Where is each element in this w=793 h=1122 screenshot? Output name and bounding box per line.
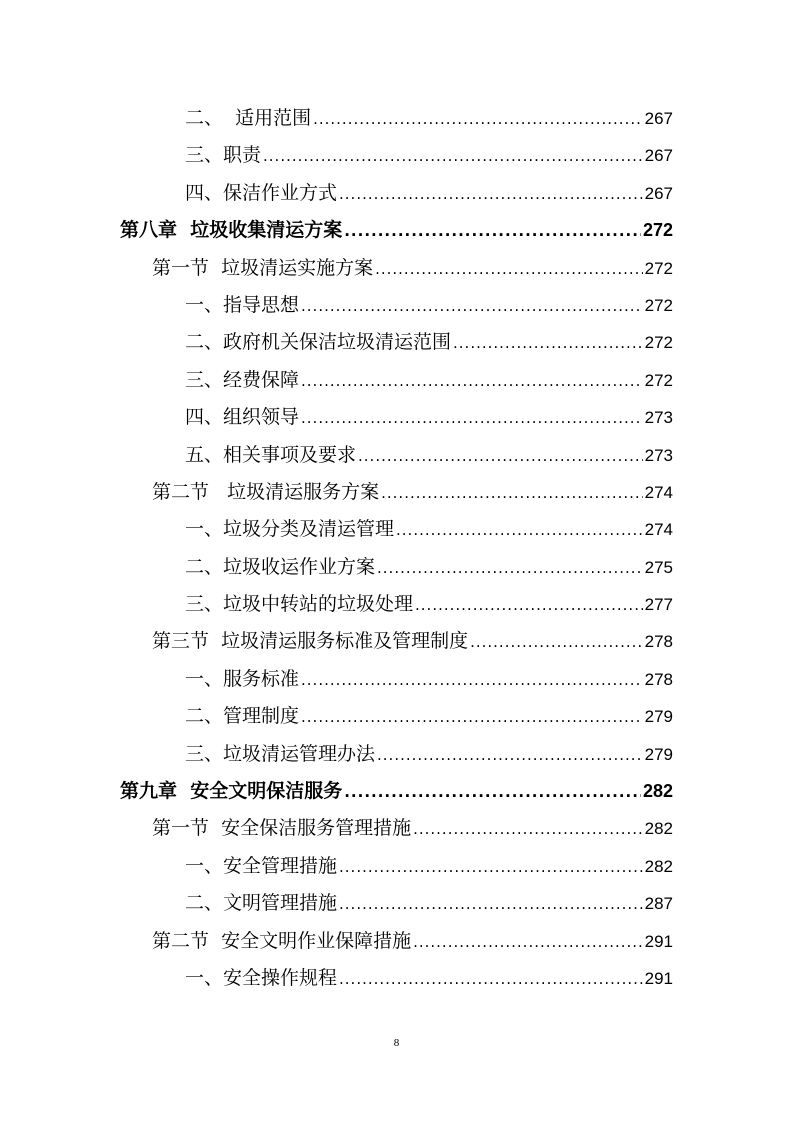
toc-entry-item[interactable] [0,100,793,137]
table-of-contents [0,100,793,997]
toc-entry-section[interactable] [0,810,793,847]
toc-entry-page-number: 277 [644,595,673,615]
toc-entry-item[interactable] [0,399,793,436]
toc-dot-leader [413,811,643,848]
toc-entry-item[interactable] [0,287,793,324]
toc-entry-page-number: 287 [644,894,673,914]
toc-entry-title: 第二节 安全文明作业保障措施 [152,929,412,952]
toc-entry-page-number: 278 [644,632,673,652]
toc-entry-section[interactable] [0,623,793,660]
toc-entry-title: 第八章 垃圾收集清运方案 [120,219,343,242]
toc-entry-item[interactable] [0,175,793,212]
toc-entry-title: 二、 适用范围 [185,107,312,129]
toc-entry-title: 二、管理制度 [185,705,300,728]
toc-dot-leader [301,288,643,325]
toc-entry-title: 一、安全管理措施 [185,854,338,877]
toc-dot-leader [377,550,643,587]
toc-dot-leader [339,886,643,923]
toc-entry-page-number: 273 [644,408,673,428]
toc-entry-page-number: 267 [644,109,673,128]
toc-dot-leader [375,251,643,288]
toc-entry-item[interactable] [0,437,793,474]
toc-entry-page-number: 273 [644,445,673,465]
toc-entry-page-number: 275 [644,557,673,577]
toc-dot-leader [413,924,643,961]
toc-entry-page-number: 278 [644,669,673,689]
toc-entry-item[interactable] [0,549,793,586]
toc-dot-leader [339,961,643,998]
toc-dot-leader [263,138,643,175]
toc-entry-title: 一、指导思想 [185,293,300,316]
toc-entry-item[interactable] [0,736,793,773]
toc-entry-item[interactable] [0,362,793,399]
toc-entry-item[interactable] [0,885,793,922]
toc-entry-title: 第一节 安全保洁服务管理措施 [152,817,412,840]
toc-entry-item[interactable] [0,324,793,361]
toc-entry-page-number: 272 [644,333,673,353]
toc-entry-page-number: 272 [644,258,673,278]
toc-entry-page-number: 291 [644,968,673,988]
toc-entry-title: 三、职责 [185,144,262,167]
toc-entry-title: 第三节 垃圾清运服务标准及管理制度 [152,630,469,653]
toc-entry-title: 三、垃圾清运管理办法 [185,742,376,765]
toc-entry-title: 一、服务标准 [185,667,300,690]
toc-dot-leader [313,101,643,138]
toc-entry-page-number: 282 [642,781,673,802]
toc-entry-item[interactable] [0,698,793,735]
toc-entry-title: 五、相关事项及要求 [185,443,357,466]
toc-dot-leader [339,176,643,213]
toc-entry-page-number: 272 [644,295,673,315]
toc-entry-title: 三、经费保障 [185,368,300,391]
toc-dot-leader [470,624,643,661]
toc-dot-leader [339,849,643,886]
toc-entry-title: 二、垃圾收运作业方案 [185,555,376,578]
toc-entry-item[interactable] [0,661,793,698]
toc-entry-title: 四、保洁作业方式 [185,181,338,204]
toc-entry-title: 三、垃圾中转站的垃圾处理 [185,593,414,616]
toc-entry-title: 二、文明管理措施 [185,892,338,915]
toc-entry-title: 第二节 垃圾清运服务方案 [152,480,380,503]
page-number: 8 [393,1037,400,1049]
toc-dot-leader [344,213,641,250]
toc-entry-item[interactable] [0,960,793,997]
toc-dot-leader [381,475,643,512]
toc-entry-section[interactable] [0,474,793,511]
toc-entry-title: 一、安全操作规程 [185,966,338,989]
toc-dot-leader [415,587,643,624]
toc-entry-page-number: 272 [642,220,673,241]
toc-dot-leader [358,438,643,475]
toc-entry-chapter[interactable] [0,212,793,249]
toc-entry-item[interactable] [0,848,793,885]
toc-entry-title: 一、垃圾分类及清运管理 [185,518,395,541]
toc-dot-leader [453,325,643,362]
toc-entry-page-number: 291 [644,931,673,951]
toc-entry-page-number: 272 [644,370,673,390]
toc-entry-page-number: 279 [644,707,673,727]
toc-entry-page-number: 267 [644,183,673,203]
toc-entry-page-number: 282 [644,819,673,839]
toc-entry-page-number: 282 [644,856,673,876]
toc-entry-title: 二、政府机关保洁垃圾清运范围 [185,331,452,354]
toc-dot-leader [344,774,641,811]
toc-entry-section[interactable] [0,250,793,287]
toc-entry-chapter[interactable] [0,773,793,810]
toc-entry-item[interactable] [0,137,793,174]
toc-entry-page-number: 274 [644,482,673,502]
toc-entry-page-number: 267 [644,146,673,166]
toc-entry-item[interactable] [0,586,793,623]
toc-dot-leader [301,699,643,736]
toc-entry-page-number: 279 [644,744,673,764]
toc-dot-leader [396,512,643,549]
toc-entry-item[interactable] [0,511,793,548]
toc-dot-leader [301,662,643,699]
toc-dot-leader [377,737,643,774]
toc-entry-page-number: 274 [644,520,673,540]
toc-entry-title: 第一节 垃圾清运实施方案 [152,256,374,279]
toc-entry-section[interactable] [0,923,793,960]
toc-entry-title: 四、组织领导 [185,406,300,429]
toc-dot-leader [301,363,643,400]
toc-entry-title: 第九章 安全文明保洁服务 [120,780,343,803]
toc-dot-leader [301,400,643,437]
